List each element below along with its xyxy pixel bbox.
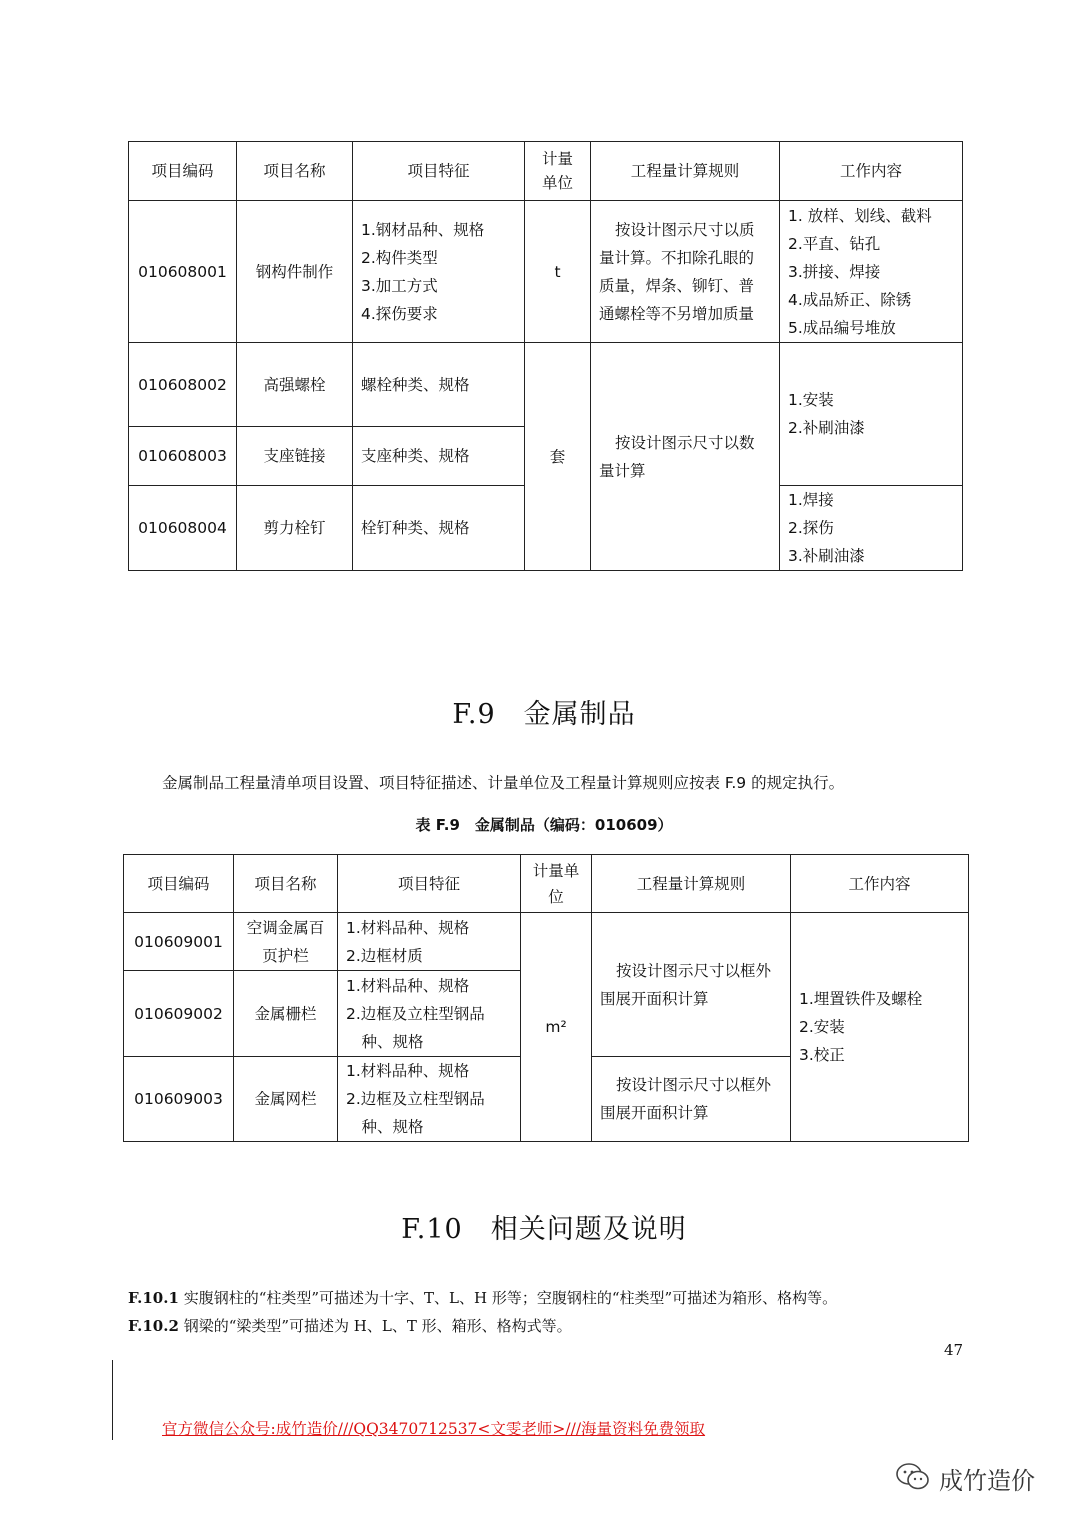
footer-promo-link[interactable]: 官方微信公众号:成竹造价///QQ3470712537<文雯老师>///海量资料免费领取 [162, 1420, 706, 1438]
table-caption: 表 F.9 金属制品（编码：010609） [415, 816, 673, 834]
item-unit: t [525, 201, 591, 343]
item-features: 1.材料品种、规格 2.边框材质 [338, 913, 521, 971]
page-number: 47 [944, 1341, 964, 1359]
item-name: 金属网栏 [234, 1057, 338, 1142]
item-name: 钢构件制作 [237, 201, 353, 343]
note-f10-2 [128, 1315, 1068, 1336]
item-work: 1. 放样、划线、截料 2.平直、钻孔 3.拼接、焊接 4.成品矫正、除锈 5.成品编号堆放 [780, 201, 963, 343]
group-work-b: 1.焊接 2.探伤 3.补刷油漆 [780, 486, 963, 571]
wechat-icon [895, 1462, 931, 1496]
item-name: 高强螺栓 [237, 343, 353, 427]
item-features: 1.材料品种、规格 2.边框及立柱型钢品 种、规格 [338, 971, 521, 1057]
item-name: 金属栅栏 [234, 971, 338, 1057]
item-name: 剪力栓钉 [237, 486, 353, 571]
header-code: 项目编码 [124, 855, 234, 913]
header-code: 项目编码 [129, 142, 237, 201]
note-number: F.10.1 [128, 1289, 179, 1307]
item-features: 栓钉种类、规格 [353, 486, 525, 571]
group-work: 1.埋置铁件及螺栓 2.安装 3.校正 [791, 913, 969, 1142]
group-unit: m² [521, 913, 592, 1142]
header-name: 项目名称 [237, 142, 353, 201]
item-name: 空调金属百 页护栏 [234, 913, 338, 971]
item-code: 010609001 [124, 913, 234, 971]
item-code: 010608004 [129, 486, 237, 571]
note-f10-1 [128, 1287, 1068, 1308]
item-features: 1.材料品种、规格 2.边框及立柱型钢品 种、规格 [338, 1057, 521, 1142]
header-unit: 计量 单位 [525, 142, 591, 201]
item-code: 010608003 [129, 427, 237, 486]
header-unit: 计量单 位 [521, 855, 592, 913]
header-rule: 工程量计算规则 [591, 142, 780, 201]
table-f8-continued [128, 141, 963, 571]
header-work: 工作内容 [791, 855, 969, 913]
table-row [124, 913, 969, 971]
note-number: F.10.2 [128, 1317, 179, 1335]
item-features: 支座种类、规格 [353, 427, 525, 486]
table-header-row [124, 855, 969, 913]
section-intro: 金属制品工程量清单项目设置、项目特征描述、计量单位及工程量计算规则应按表 F.9 的规定执行。 [162, 774, 845, 792]
item-code: 010608001 [129, 201, 237, 343]
table-row [129, 201, 963, 343]
margin-line [112, 1360, 113, 1440]
group-rule: 按设计图示尺寸以数 量计算 [591, 343, 780, 571]
header-work: 工作内容 [780, 142, 963, 201]
note-text: 钢梁的“梁类型”可描述为 H、L、T 形、箱形、格构式等。 [183, 1317, 572, 1335]
header-name: 项目名称 [234, 855, 338, 913]
header-features: 项目特征 [353, 142, 525, 201]
group-rule-a: 按设计图示尺寸以框外 围展开面积计算 [592, 913, 791, 1057]
item-features: 1.钢材品种、规格 2.构件类型 3.加工方式 4.探伤要求 [353, 201, 525, 343]
item-code: 010609003 [124, 1057, 234, 1142]
section-title-f10: F.10 相关问题及说明 [401, 1214, 687, 1245]
table-row [129, 343, 963, 427]
header-features: 项目特征 [338, 855, 521, 913]
watermark [895, 1461, 1035, 1496]
group-work-a: 1.安装 2.补刷油漆 [780, 343, 963, 486]
group-rule-b: 按设计图示尺寸以框外 围展开面积计算 [592, 1057, 791, 1142]
table-f9 [123, 854, 969, 1142]
table-header-row [129, 142, 963, 201]
item-code: 010608002 [129, 343, 237, 427]
item-code: 010609002 [124, 971, 234, 1057]
item-rule: 按设计图示尺寸以质 量计算。不扣除孔眼的 质量，焊条、铆钉、普 通螺栓等不另增加质量 [591, 201, 780, 343]
item-name: 支座链接 [237, 427, 353, 486]
note-text: 实腹钢柱的“柱类型”可描述为十字、T、L、H 形等；空腹钢柱的“柱类型”可描述为箱形、格构等。 [183, 1289, 838, 1307]
item-features: 螺栓种类、规格 [353, 343, 525, 427]
watermark-text: 成竹造价 [939, 1467, 1035, 1495]
section-title-f9: F.9 金属制品 [452, 699, 636, 730]
group-unit: 套 [525, 343, 591, 571]
header-rule: 工程量计算规则 [592, 855, 791, 913]
